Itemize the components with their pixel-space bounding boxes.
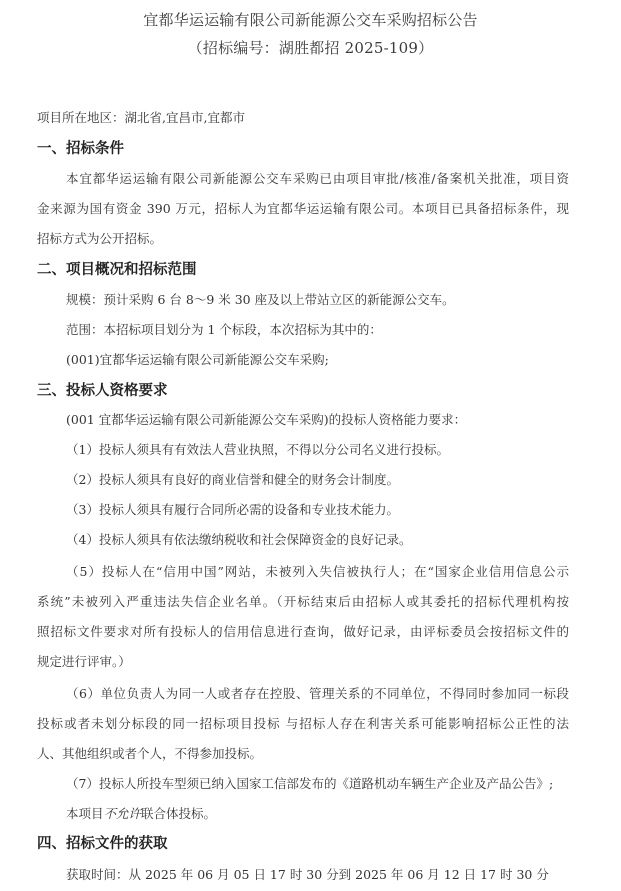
tender-number: （招标编号：湖胜都招 2025-109） xyxy=(187,39,434,57)
section-4-line: 获取时间：从 2025 年 06 月 05 日 17 时 30 分到 2025 年 06 月 12 日 17 时 30 分 xyxy=(66,867,549,882)
section-3-line: (001 宜都华运运输有限公司新能源公交车采购)的投标人资格能力要求： xyxy=(66,412,467,427)
section-3-line: （3）投标人须具有履行合同所必需的设备和专业技术能力。 xyxy=(66,502,399,517)
section-3-line: （1）投标人须具有有效法人营业执照，不得以分公司名义进行投标。 xyxy=(66,442,449,457)
section-3-line: （5）投标人在“信用中国”网站，未被列入失信被执行人；在“国家企业信用信息公示 xyxy=(66,564,569,579)
section-2-line: (001)宜都华运运输有限公司新能源公交车采购; xyxy=(66,352,329,367)
section-1-line: 本宜都华运运输有限公司新能源公交车采购已由项目审批/核准/备案机关批准，项目资 xyxy=(66,171,569,186)
consortium-suffix: 联合体投标。 xyxy=(141,806,217,821)
section-3-line: 照招标文件要求对所有投标人的信用信息进行查询，做好记录，由评标委员会按招标文件的 xyxy=(37,624,569,639)
section-3-line: （6）单位负责人为同一人或者存在控股、管理关系的不同单位，不得同时参加同一标段 xyxy=(66,686,569,701)
consortium-note xyxy=(66,806,216,822)
section-3-line: 规定进行评审。） xyxy=(37,654,131,669)
section-3-line: 系统”未被列入严重违法失信企业名单。（开标结束后由招标人或其委托的招标代理机构按 xyxy=(37,594,569,609)
section-1-line: 招标方式为公开招标。 xyxy=(37,231,163,246)
section-2-line: 规模：预计采购 6 台 8～9 米 30 座及以上带站立区的新能源公交车。 xyxy=(66,292,455,307)
project-region: 项目所在地区：湖北省,宜昌市,宜都市 xyxy=(37,110,245,125)
section-3-heading: 三、投标人资格要求 xyxy=(37,383,168,399)
section-3-line: （4）投标人须具有依法缴纳税收和社会保障资金的良好记录。 xyxy=(66,532,412,547)
consortium-prefix: 本项目 xyxy=(66,806,104,821)
section-2-heading: 二、项目概况和招标范围 xyxy=(37,262,197,278)
section-3-line: 投标或者未划分标段的同一招标项目投标 与招标人存在利害关系可能影响招标公正性的法 xyxy=(37,716,569,731)
section-4-heading: 四、招标文件的获取 xyxy=(37,836,168,852)
consortium-emphasis: 不允许 xyxy=(103,806,142,821)
section-3-line: 人、其他组织或者个人，不得参加投标。 xyxy=(37,746,263,761)
section-1-heading: 一、招标条件 xyxy=(37,141,124,157)
section-1-line: 金来源为国有资金 390 万元，招标人为宜都华运运输有限公司。本项目已具备招标条件，现 xyxy=(37,201,569,216)
section-3-line: （2）投标人须具有良好的商业信誉和健全的财务会计制度。 xyxy=(66,472,399,487)
section-2-line: 范围：本招标项目划分为 1 个标段，本次招标为其中的： xyxy=(66,322,382,337)
page-title: 宜都华运运输有限公司新能源公交车采购招标公告 xyxy=(143,11,478,29)
section-3-line: （7）投标人所投车型须已纳入国家工信部发布的《道路机动车辆生产企业及产品公告》; xyxy=(66,776,554,791)
